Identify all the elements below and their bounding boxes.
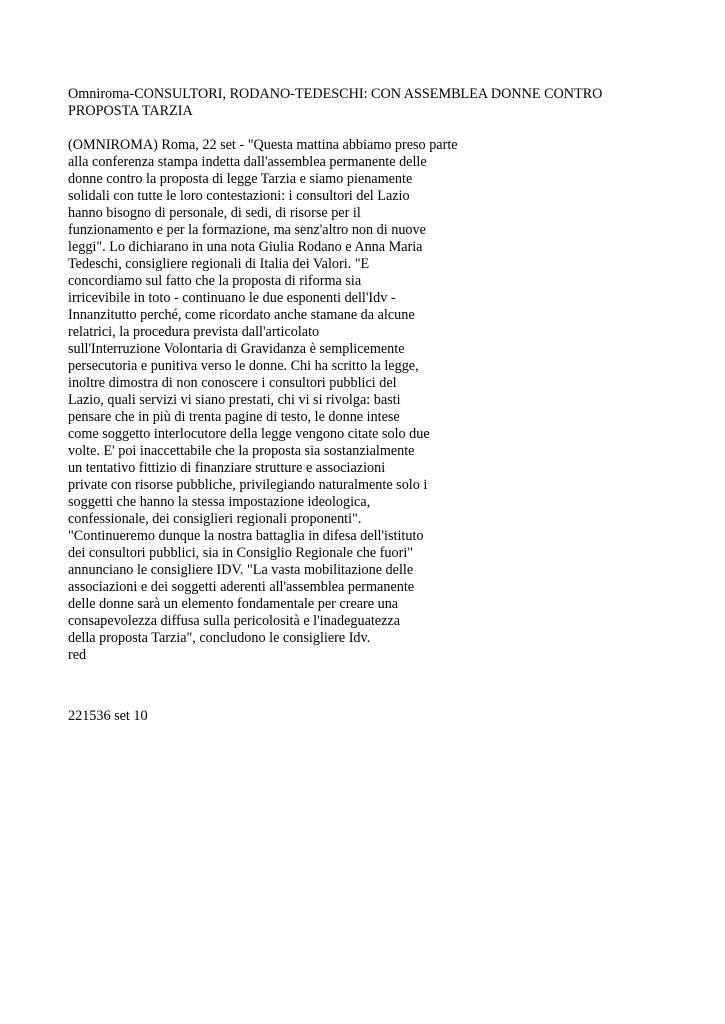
body-line: soggetti che hanno la stessa impostazione ideologica, — [68, 494, 371, 510]
dateline-code: 221536 set 10 — [68, 708, 148, 724]
body-line: inoltre dimostra di non conoscere i consultori pubblici del — [68, 375, 397, 391]
body-line: associazioni e dei soggetti aderenti all'assemblea permanente — [68, 579, 415, 595]
body-line: consapevolezza diffusa sulla pericolosità e l'inadeguatezza — [68, 613, 400, 629]
body-line: concordiamo sul fatto che la proposta di riforma sia — [68, 273, 362, 289]
body-line: (OMNIROMA) Roma, 22 set - "Questa mattina abbiamo preso parte — [68, 137, 458, 153]
body-line: Lazio, quali servizi vi siano prestati, chi vi si rivolga: basti — [68, 392, 401, 408]
body-line: hanno bisogno di personale, di sedi, di risorse per il — [68, 205, 361, 221]
body-line: solidali con tutte le loro contestazioni: i consultori del Lazio — [68, 188, 410, 204]
body-line: volte. E' poi inaccettabile che la proposta sia sostanzialmente — [68, 443, 415, 459]
body-line: persecutoria e punitiva verso le donne. Chi ha scritto la legge, — [68, 358, 419, 374]
body-line: come soggetto interlocutore della legge vengono citate solo due — [68, 426, 430, 442]
article-body — [68, 137, 668, 664]
body-line: alla conferenza stampa indetta dall'assemblea permanente delle — [68, 154, 427, 170]
body-line: irricevibile in toto - continuano le due esponenti dell'Idv - — [68, 290, 396, 306]
body-line: Innanzitutto perché, come ricordato anche stamane da alcune — [68, 307, 415, 323]
document-title: Omniroma-CONSULTORI, RODANO-TEDESCHI: CON ASSEMBLEA DONNE CONTRO PROPOSTA TARZIA — [68, 86, 603, 119]
body-line: dei consultori pubblici, sia in Consiglio Regionale che fuori" — [68, 545, 414, 561]
author-initials: red — [68, 647, 87, 663]
body-line: pensare che in più di trenta pagine di testo, le donne intese — [68, 409, 400, 425]
body-line: relatrici, la procedura prevista dall'articolato — [68, 324, 320, 340]
body-line: "Continueremo dunque la nostra battaglia in difesa dell'istituto — [68, 528, 424, 544]
body-line: private con risorse pubbliche, privilegiando naturalmente solo i — [68, 477, 428, 493]
body-line: funzionamento e per la formazione, ma senz'altro non di nuove — [68, 222, 426, 238]
body-line: un tentativo fittizio di finanziare strutture e associazioni — [68, 460, 386, 476]
body-line: leggi". Lo dichiarano in una nota Giulia Rodano e Anna Maria — [68, 239, 423, 255]
body-line: donne contro la proposta di legge Tarzia e siamo pienamente — [68, 171, 413, 187]
body-line: delle donne sarà un elemento fondamentale per creare una — [68, 596, 399, 612]
body-line: sull'Interruzione Volontaria di Gravidanza è semplicemente — [68, 341, 405, 357]
body-line: della proposta Tarzia", concludono le consigliere Idv. — [68, 630, 371, 646]
body-line: confessionale, dei consiglieri regionali proponenti". — [68, 511, 362, 527]
body-line: Tedeschi, consigliere regionali di Italia dei Valori. "E — [68, 256, 370, 272]
body-line: annunciano le consigliere IDV. "La vasta mobilitazione delle — [68, 562, 414, 578]
